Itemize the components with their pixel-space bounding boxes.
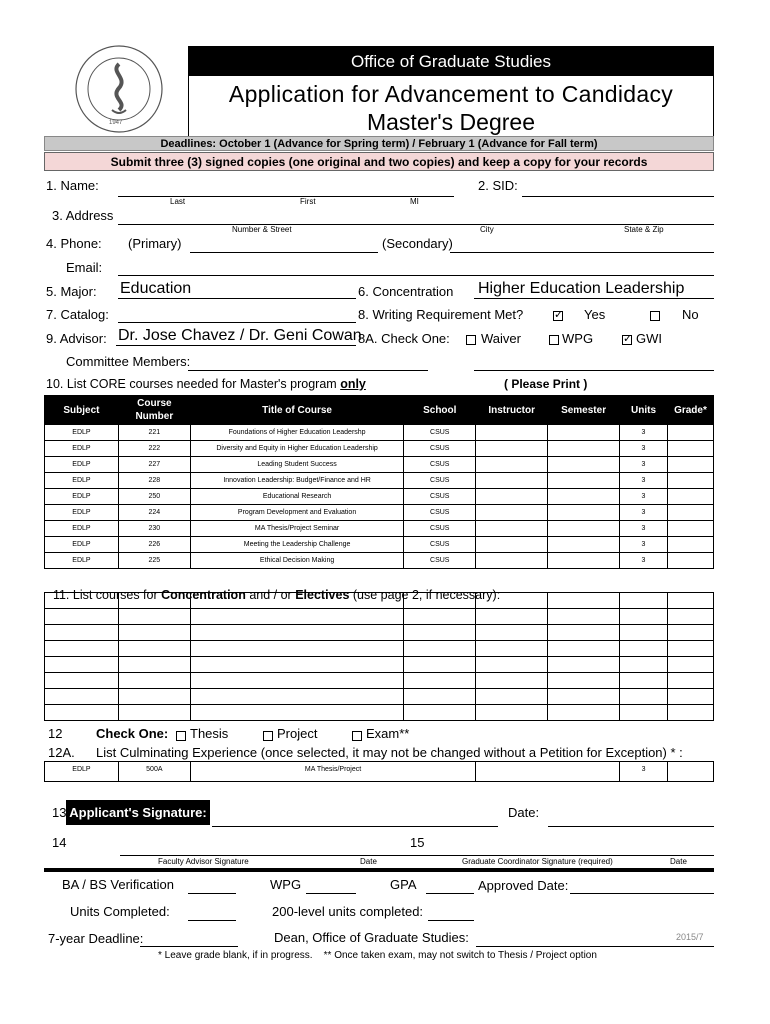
elective-cell[interactable] (404, 673, 476, 689)
checkbox-icon (352, 731, 362, 741)
advisor-label: 9. Advisor: (46, 331, 107, 346)
core-cell-title[interactable]: MA Thesis/Project Seminar (190, 521, 404, 537)
office-banner (188, 46, 714, 76)
waiver-label: Waiver (481, 331, 521, 346)
core-cell-subject[interactable]: EDLP (45, 473, 119, 489)
check-one-label: 8A. Check One: (358, 331, 450, 346)
checkbox-icon (176, 731, 186, 741)
core-cell-title[interactable]: Leading Student Success (190, 457, 404, 473)
core-cell-subject[interactable]: EDLP (45, 521, 119, 537)
email-label: Email: (66, 260, 103, 275)
elective-cell[interactable] (548, 609, 620, 625)
core-cell-instructor[interactable] (476, 553, 548, 569)
num-13: 13 (52, 805, 67, 820)
gwi-checkbox[interactable] (622, 331, 635, 349)
core-cell-units[interactable]: 3 (620, 457, 668, 473)
elective-cell[interactable] (118, 625, 190, 641)
core-cell-units[interactable]: 3 (620, 473, 668, 489)
elective-cell[interactable] (404, 641, 476, 657)
elective-cell[interactable] (45, 609, 119, 625)
elective-cell[interactable] (45, 657, 119, 673)
core-cell-course-number[interactable]: 225 (118, 553, 190, 569)
core-course-row (45, 489, 714, 505)
phone-primary-input[interactable] (190, 252, 378, 253)
elective-cell[interactable] (190, 689, 404, 705)
core-header-row (45, 396, 714, 425)
elective-cell[interactable] (476, 673, 548, 689)
core-cell-school[interactable]: CSUS (404, 425, 476, 441)
units-completed-label: Units Completed: (70, 904, 170, 919)
elective-cell[interactable] (548, 593, 620, 609)
exam-checkbox[interactable] (352, 727, 365, 745)
office-divider (44, 868, 714, 872)
elective-cell[interactable] (668, 641, 714, 657)
elective-cell[interactable] (404, 657, 476, 673)
wpg-office-label: WPG (270, 877, 302, 892)
elective-cell[interactable] (45, 625, 119, 641)
core-cell-units[interactable]: 3 (620, 537, 668, 553)
core-cell-grade[interactable] (667, 521, 713, 537)
elective-cell[interactable] (476, 641, 548, 657)
deadlines-bar (44, 136, 714, 151)
core-cell-instructor[interactable] (476, 473, 548, 489)
name-label: 1. Name: (46, 178, 99, 193)
elective-cell[interactable] (45, 673, 119, 689)
core-cell-subject[interactable]: EDLP (45, 425, 119, 441)
dean-label: Dean, Office of Graduate Studies: (274, 930, 469, 945)
faculty-sig-caption: Faculty Advisor Signature (158, 857, 249, 866)
electives-electives: Electives (295, 588, 350, 602)
address-label: 3. Address (52, 208, 114, 223)
elective-cell[interactable] (45, 689, 119, 705)
core-course-row (45, 505, 714, 521)
core-cell-instructor[interactable] (476, 457, 548, 473)
elective-cell[interactable] (668, 625, 714, 641)
phone-primary-label: (Primary) (128, 236, 182, 251)
elective-cell[interactable] (668, 689, 714, 705)
phone-label: 4. Phone: (46, 236, 102, 251)
elective-cell[interactable] (190, 625, 404, 641)
core-cell-title[interactable]: Program Development and Evaluation (190, 505, 404, 521)
core-cell-instructor[interactable] (476, 521, 548, 537)
elective-cell[interactable] (404, 625, 476, 641)
ba-bs-input[interactable] (188, 893, 236, 894)
culm-number[interactable]: 500A (118, 762, 190, 782)
core-cell-subject[interactable]: EDLP (45, 457, 119, 473)
core-course-row (45, 457, 714, 473)
core-cell-subject[interactable]: EDLP (45, 441, 119, 457)
gpa-input[interactable] (426, 893, 474, 894)
core-cell-course-number[interactable]: 221 (118, 425, 190, 441)
core-cell-semester[interactable] (548, 521, 620, 537)
core-cell-semester[interactable] (548, 441, 620, 457)
elective-row (45, 641, 714, 657)
elective-cell[interactable] (190, 593, 404, 609)
elective-row (45, 609, 714, 625)
sig-date-label: Date: (508, 805, 540, 820)
elective-cell[interactable] (668, 657, 714, 673)
submit-bar (44, 152, 714, 171)
num-12a: 12A. (48, 745, 75, 760)
core-cell-course-number[interactable]: 250 (118, 489, 190, 505)
core-cell-instructor[interactable] (476, 441, 548, 457)
ba-bs-label: BA / BS Verification (62, 877, 175, 892)
elective-cell[interactable] (190, 657, 404, 673)
committee-input-2[interactable] (474, 370, 714, 371)
electives-prefix: 11. List courses for (52, 588, 162, 602)
elective-cell[interactable] (548, 673, 620, 689)
elective-cell[interactable] (404, 609, 476, 625)
core-cell-instructor[interactable] (476, 505, 548, 521)
core-cell-subject[interactable]: EDLP (45, 537, 119, 553)
electives-table (44, 592, 714, 721)
core-cell-semester[interactable] (548, 457, 620, 473)
waiver-checkbox[interactable] (466, 331, 479, 349)
university-seal (74, 44, 164, 134)
core-cell-title[interactable]: Diversity and Equity in Higher Education Leadership (190, 441, 404, 457)
elective-row (45, 689, 714, 705)
elective-cell[interactable] (404, 593, 476, 609)
check-mark-icon (553, 311, 563, 321)
core-cell-school[interactable]: CSUS (404, 473, 476, 489)
sid-label: 2. SID: (478, 178, 518, 193)
elective-cell[interactable] (118, 609, 190, 625)
core-cell-grade[interactable] (667, 441, 713, 457)
applicant-signature-label (66, 800, 210, 825)
elective-cell[interactable] (118, 689, 190, 705)
elective-cell[interactable] (668, 705, 714, 721)
core-courses-table (44, 395, 714, 569)
elective-cell[interactable] (476, 593, 548, 609)
elective-cell[interactable] (45, 705, 119, 721)
core-cell-school[interactable]: CSUS (404, 505, 476, 521)
col-title: Title of Course (190, 396, 404, 425)
deadlines-text: Deadlines: October 1 (Advance for Spring term) / February 1 (Advance for Fall term) (160, 138, 598, 150)
form-title: Application for Advancement to Candidacy (228, 81, 674, 107)
core-cell-school[interactable]: CSUS (404, 457, 476, 473)
committee-label: Committee Members: (66, 354, 191, 369)
phone-secondary-input[interactable] (450, 252, 714, 253)
elective-cell[interactable] (620, 705, 668, 721)
elective-row (45, 673, 714, 689)
elective-cell[interactable] (620, 657, 668, 673)
project-checkbox[interactable] (263, 727, 276, 745)
core-cell-course-number[interactable]: 228 (118, 473, 190, 489)
major-label: 5. Major: (46, 284, 97, 299)
core-cell-title[interactable]: Foundations of Higher Education Leadershp (190, 425, 404, 441)
checkbox-icon (549, 335, 559, 345)
core-cell-semester[interactable] (548, 553, 620, 569)
culm-instructor[interactable] (476, 762, 620, 782)
elective-cell[interactable] (620, 689, 668, 705)
elective-cell[interactable] (548, 641, 620, 657)
seven-year-input[interactable] (140, 946, 238, 947)
checkbox-icon (650, 311, 660, 321)
core-cell-title[interactable]: Educational Research (190, 489, 404, 505)
elective-cell[interactable] (45, 641, 119, 657)
committee-input-1[interactable] (188, 370, 428, 371)
check-mark-icon (622, 335, 632, 345)
core-course-row (45, 473, 714, 489)
num-14: 14 (52, 835, 67, 850)
core-cell-grade[interactable] (667, 457, 713, 473)
elective-cell[interactable] (548, 657, 620, 673)
core-cell-school[interactable]: CSUS (404, 489, 476, 505)
core-cell-title[interactable]: Ethical Decision Making (190, 553, 404, 569)
core-cell-semester[interactable] (548, 489, 620, 505)
col-units: Units (620, 396, 668, 425)
elective-cell[interactable] (668, 609, 714, 625)
core-cell-instructor[interactable] (476, 425, 548, 441)
writing-no-label: No (682, 307, 699, 322)
concentration-label: 6. Concentration (358, 284, 454, 299)
core-cell-units[interactable]: 3 (620, 489, 668, 505)
checkbox-icon (263, 731, 273, 741)
elective-cell[interactable] (476, 609, 548, 625)
elective-cell[interactable] (620, 625, 668, 641)
applicant-date-input[interactable] (548, 826, 714, 827)
name-mi-caption: MI (410, 197, 419, 206)
core-cell-title[interactable]: Meeting the Leadership Challenge (190, 537, 404, 553)
core-cell-school[interactable]: CSUS (404, 537, 476, 553)
core-cell-school[interactable]: CSUS (404, 521, 476, 537)
units-completed-input[interactable] (188, 920, 236, 921)
col-subject: Subject (45, 396, 119, 425)
core-cell-grade[interactable] (667, 553, 713, 569)
elective-cell[interactable] (476, 625, 548, 641)
elective-cell[interactable] (620, 641, 668, 657)
num-12: 12 (48, 726, 63, 741)
footnote: * Leave grade blank, if in progress. ** Once taken exam, may not switch to Thesis / Project option (158, 950, 597, 961)
elective-row (45, 593, 714, 609)
name-input[interactable] (118, 196, 454, 197)
elective-cell[interactable] (548, 705, 620, 721)
core-cell-units[interactable]: 3 (620, 505, 668, 521)
elective-cell[interactable] (118, 673, 190, 689)
num-15: 15 (410, 835, 425, 850)
core-cell-units[interactable]: 3 (620, 441, 668, 457)
core-cell-subject[interactable]: EDLP (45, 553, 119, 569)
core-course-row (45, 553, 714, 569)
core-heading (46, 377, 366, 391)
wpg-office-input[interactable] (306, 893, 356, 894)
core-course-row (45, 441, 714, 457)
project-label: Project (277, 726, 318, 741)
elective-cell[interactable] (668, 673, 714, 689)
name-last-caption: Last (170, 197, 186, 206)
core-cell-semester[interactable] (548, 425, 620, 441)
coordinator-date-caption: Date (670, 857, 687, 866)
core-heading-only: only (340, 377, 366, 391)
major-line (118, 298, 356, 299)
culm-title[interactable]: MA Thesis/Project (190, 762, 476, 782)
seal-year: 1947 (109, 120, 123, 126)
core-cell-units[interactable]: 3 (620, 425, 668, 441)
coordinator-signature-input[interactable] (426, 855, 714, 856)
core-heading-text: 10. List CORE courses needed for Master's program (46, 377, 341, 391)
writing-no-checkbox[interactable] (650, 307, 663, 325)
city-caption: City (480, 225, 494, 234)
major-value[interactable]: Education (120, 280, 192, 297)
applicant-signature-input[interactable] (212, 826, 498, 827)
email-input[interactable] (118, 275, 714, 276)
core-cell-semester[interactable] (548, 537, 620, 553)
applicant-signature-text: Applicant's Signature: (69, 805, 207, 820)
title-box (188, 76, 714, 137)
col-semester: Semester (548, 396, 620, 425)
core-cell-school[interactable]: CSUS (404, 553, 476, 569)
elective-cell[interactable] (118, 641, 190, 657)
advisor-line (116, 345, 356, 346)
elective-cell[interactable] (190, 673, 404, 689)
core-cell-units[interactable]: 3 (620, 553, 668, 569)
elective-cell[interactable] (668, 593, 714, 609)
elective-cell[interactable] (190, 641, 404, 657)
wpg-checkbox[interactable] (549, 331, 562, 349)
level200-label: 200-level units completed: (272, 904, 424, 919)
elective-cell[interactable] (404, 689, 476, 705)
core-course-row (45, 537, 714, 553)
core-course-row (45, 425, 714, 441)
elective-cell[interactable] (620, 673, 668, 689)
state-caption: State & Zip (624, 225, 664, 234)
col-grade: Grade* (667, 396, 713, 425)
core-cell-grade[interactable] (667, 537, 713, 553)
exam-label: Exam** (366, 726, 410, 741)
culminating-table (44, 761, 714, 782)
seven-year-label: 7-year Deadline: (48, 931, 144, 946)
core-cell-grade[interactable] (667, 473, 713, 489)
catalog-input[interactable] (118, 322, 356, 323)
core-cell-course-number[interactable]: 227 (118, 457, 190, 473)
elective-cell[interactable] (190, 609, 404, 625)
elective-cell[interactable] (118, 593, 190, 609)
electives-concentration: Concentration (161, 588, 246, 602)
checkbox-icon (466, 335, 476, 345)
core-cell-grade[interactable] (667, 425, 713, 441)
core-cell-subject[interactable]: EDLP (45, 505, 119, 521)
thesis-checkbox[interactable] (176, 727, 189, 745)
phone-secondary-label: (Secondary) (382, 236, 453, 251)
culminating-row (45, 762, 714, 782)
core-cell-subject[interactable]: EDLP (45, 489, 119, 505)
coordinator-sig-caption: Graduate Coordinator Signature (required) (462, 857, 613, 866)
core-cell-school[interactable]: CSUS (404, 441, 476, 457)
version-label: 2015/7 (676, 932, 704, 942)
core-cell-course-number[interactable]: 226 (118, 537, 190, 553)
elective-cell[interactable] (190, 705, 404, 721)
elective-cell[interactable] (404, 705, 476, 721)
col-school: School (404, 396, 476, 425)
culm-list-text: List Culminating Experience (once selected, it may not be changed without a Petition for Exception) * : (96, 745, 683, 760)
core-cell-course-number[interactable]: 224 (118, 505, 190, 521)
concentration-value[interactable]: Higher Education Leadership (478, 280, 685, 297)
please-print: ( Please Print ) (504, 377, 588, 391)
core-cell-semester[interactable] (548, 505, 620, 521)
elective-cell[interactable] (118, 657, 190, 673)
sid-input[interactable] (522, 196, 714, 197)
gwi-label: GWI (636, 331, 662, 346)
core-cell-grade[interactable] (667, 505, 713, 521)
elective-cell[interactable] (45, 593, 119, 609)
approved-label: Approved Date: (478, 878, 569, 893)
elective-cell[interactable] (620, 609, 668, 625)
core-cell-course-number[interactable]: 222 (118, 441, 190, 457)
elective-cell[interactable] (548, 689, 620, 705)
elective-row (45, 657, 714, 673)
faculty-date-caption: Date (360, 857, 377, 866)
thesis-label: Thesis (190, 726, 229, 741)
level200-input[interactable] (428, 920, 474, 921)
approved-input[interactable] (570, 893, 714, 894)
culm-check-one: Check One: (96, 726, 169, 741)
culm-units[interactable]: 3 (620, 762, 668, 782)
elective-cell[interactable] (476, 689, 548, 705)
col-instructor: Instructor (476, 396, 548, 425)
elective-cell[interactable] (620, 593, 668, 609)
elective-row (45, 705, 714, 721)
writing-yes-checkbox[interactable] (553, 307, 566, 325)
elective-cell[interactable] (476, 705, 548, 721)
submit-text: Submit three (3) signed copies (one original and two copies) and keep a copy for your records (110, 155, 648, 169)
core-cell-course-number[interactable]: 230 (118, 521, 190, 537)
core-cell-semester[interactable] (548, 473, 620, 489)
concentration-line (474, 298, 714, 299)
culm-grade[interactable] (668, 762, 714, 782)
elective-cell[interactable] (476, 657, 548, 673)
street-caption: Number & Street (232, 225, 292, 234)
core-cell-instructor[interactable] (476, 537, 548, 553)
core-cell-grade[interactable] (667, 489, 713, 505)
name-first-caption: First (300, 197, 316, 206)
core-cell-instructor[interactable] (476, 489, 548, 505)
gpa-label: GPA (390, 877, 417, 892)
advisor-value[interactable]: Dr. Jose Chavez / Dr. Geni Cowan (118, 327, 362, 344)
culm-subject[interactable]: EDLP (45, 762, 119, 782)
faculty-signature-input[interactable] (120, 855, 426, 856)
electives-suffix: (use page 2, if necessary): (349, 588, 501, 602)
wpg-label: WPG (562, 331, 594, 346)
core-cell-title[interactable]: Innovation Leadership: Budget/Finance and HR (190, 473, 404, 489)
form-subtitle: Master's Degree (366, 109, 535, 135)
col-course-number: Course Number (118, 396, 190, 425)
core-cell-units[interactable]: 3 (620, 521, 668, 537)
core-course-row (45, 521, 714, 537)
writing-label: 8. Writing Requirement Met? (358, 307, 524, 322)
dean-signature-input[interactable] (476, 946, 714, 947)
elective-cell[interactable] (118, 705, 190, 721)
catalog-label: 7. Catalog: (46, 307, 109, 322)
office-title: Office of Graduate Studies (350, 52, 552, 71)
elective-row (45, 625, 714, 641)
electives-mid: and / or (245, 588, 296, 602)
elective-cell[interactable] (548, 625, 620, 641)
writing-yes-label: Yes (584, 307, 606, 322)
